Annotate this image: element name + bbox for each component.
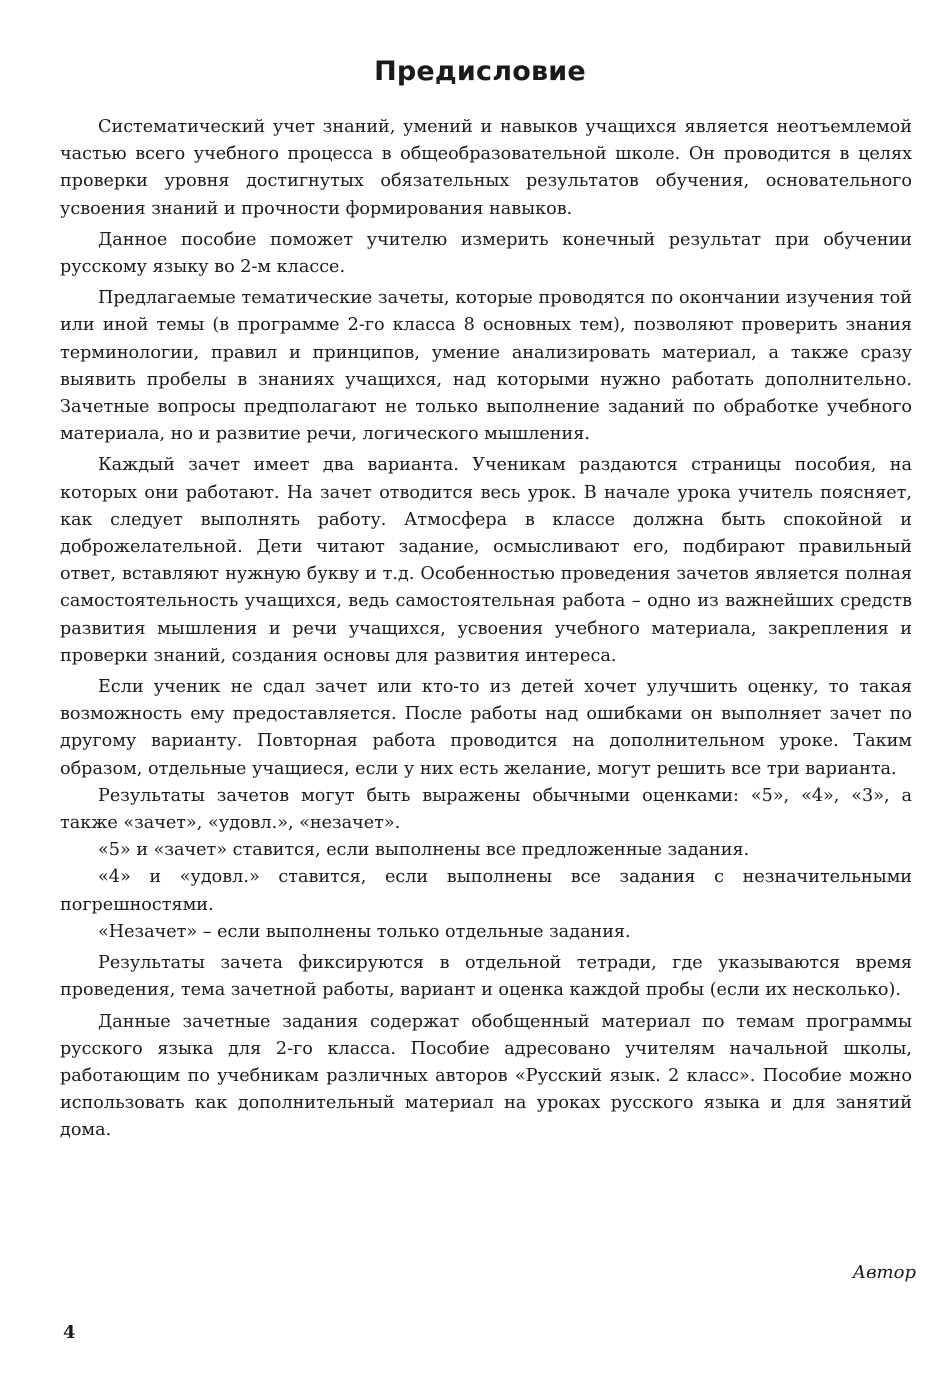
page-title: Предисловие <box>374 56 586 87</box>
paragraph-7: «5» и «зачет» ставится, если выполнены все предложенные задания. <box>98 840 750 861</box>
paragraph-10: Результаты зачета фиксируются в отдельной тетради, где указываются время проведения, тема зачетной работы, вариант и оценка каждой пробы (если их несколько). <box>60 953 912 1001</box>
paragraph-5: Если ученик не сдал зачет или кто-то из детей хочет улучшить оценку, то такая возможность ему предоставляется. После работы над ошибками он выполняет зачет по другому варианту. Повторная работа проводится на дополнительном уроке. Таким образом, отдельные учащиеся, если у них есть желание, могут решить все три варианта. <box>60 677 912 779</box>
preface-body <box>60 114 912 1145</box>
paragraph-11: Данные зачетные задания содержат обобщенный материал по темам программы русского языка для 2-го класса. Пособие адресовано учителям начальной школы, работающим по учебникам различных авторов «Русский язык. 2 класс». Пособие можно использовать как дополнительный материал на уроках русского языка и для занятий дома. <box>60 1011 912 1141</box>
paragraph-1: Систематический учет знаний, умений и навыков учащихся является неотъемлемой частью всего учебного процесса в общеобразовательной школе. Он проводится в целях проверки уровня достигнутых обязательных результатов обучения, основательного усвоения знаний и прочности формирования навыков. <box>60 117 912 219</box>
paragraph-4: Каждый зачет имеет два варианта. Ученикам раздаются страницы пособия, на которых они работают. На зачет отводится весь урок. В начале урока учитель поясняет, как следует выполнять работу. Атмосфера в классе должна быть спокойной и доброжелательной. Дети читают задание, осмысливают его, подбирают правильный ответ, вставляют нужную букву и т.д. Особенностью проведения зачетов является полная самостоятельность учащихся, ведь самостоятельная работа – одно из важнейших средств развития мышления и речи учащихся, усвоения учебного материала, закрепления и проверки знаний, создания основы для развития интереса. <box>60 455 912 666</box>
paragraph-3: Предлагаемые тематические зачеты, которые проводятся по окончании изучения той или иной темы (в программе 2-го класса 8 основных тем), позволяют проверить знания терминологии, правил и принципов, умение анализировать материал, а также сразу выявить пробелы в знаниях учащихся, над которыми нужно работать дополнительно. Зачетные вопросы предполагают не только выполнение заданий по обработке учебного материала, но и развитие речи, логического мышления. <box>60 288 912 445</box>
paragraph-6: Результаты зачетов могут быть выражены обычными оценками: «5», «4», «3», а также «зачет», «удовл.», «незачет». <box>60 785 912 834</box>
paragraph-2: Данное пособие поможет учителю измерить конечный результат при обучении русскому языку во 2-м классе. <box>60 229 912 278</box>
paragraph-9: «Незачет» – если выполнены только отдельные задания. <box>98 921 631 942</box>
paragraph-8: «4» и «удовл.» ставится, если выполнены все задания с незначительными погрешностями. <box>60 867 912 915</box>
page-number: 4 <box>63 1322 76 1343</box>
author-signature: Автор <box>852 1262 916 1283</box>
